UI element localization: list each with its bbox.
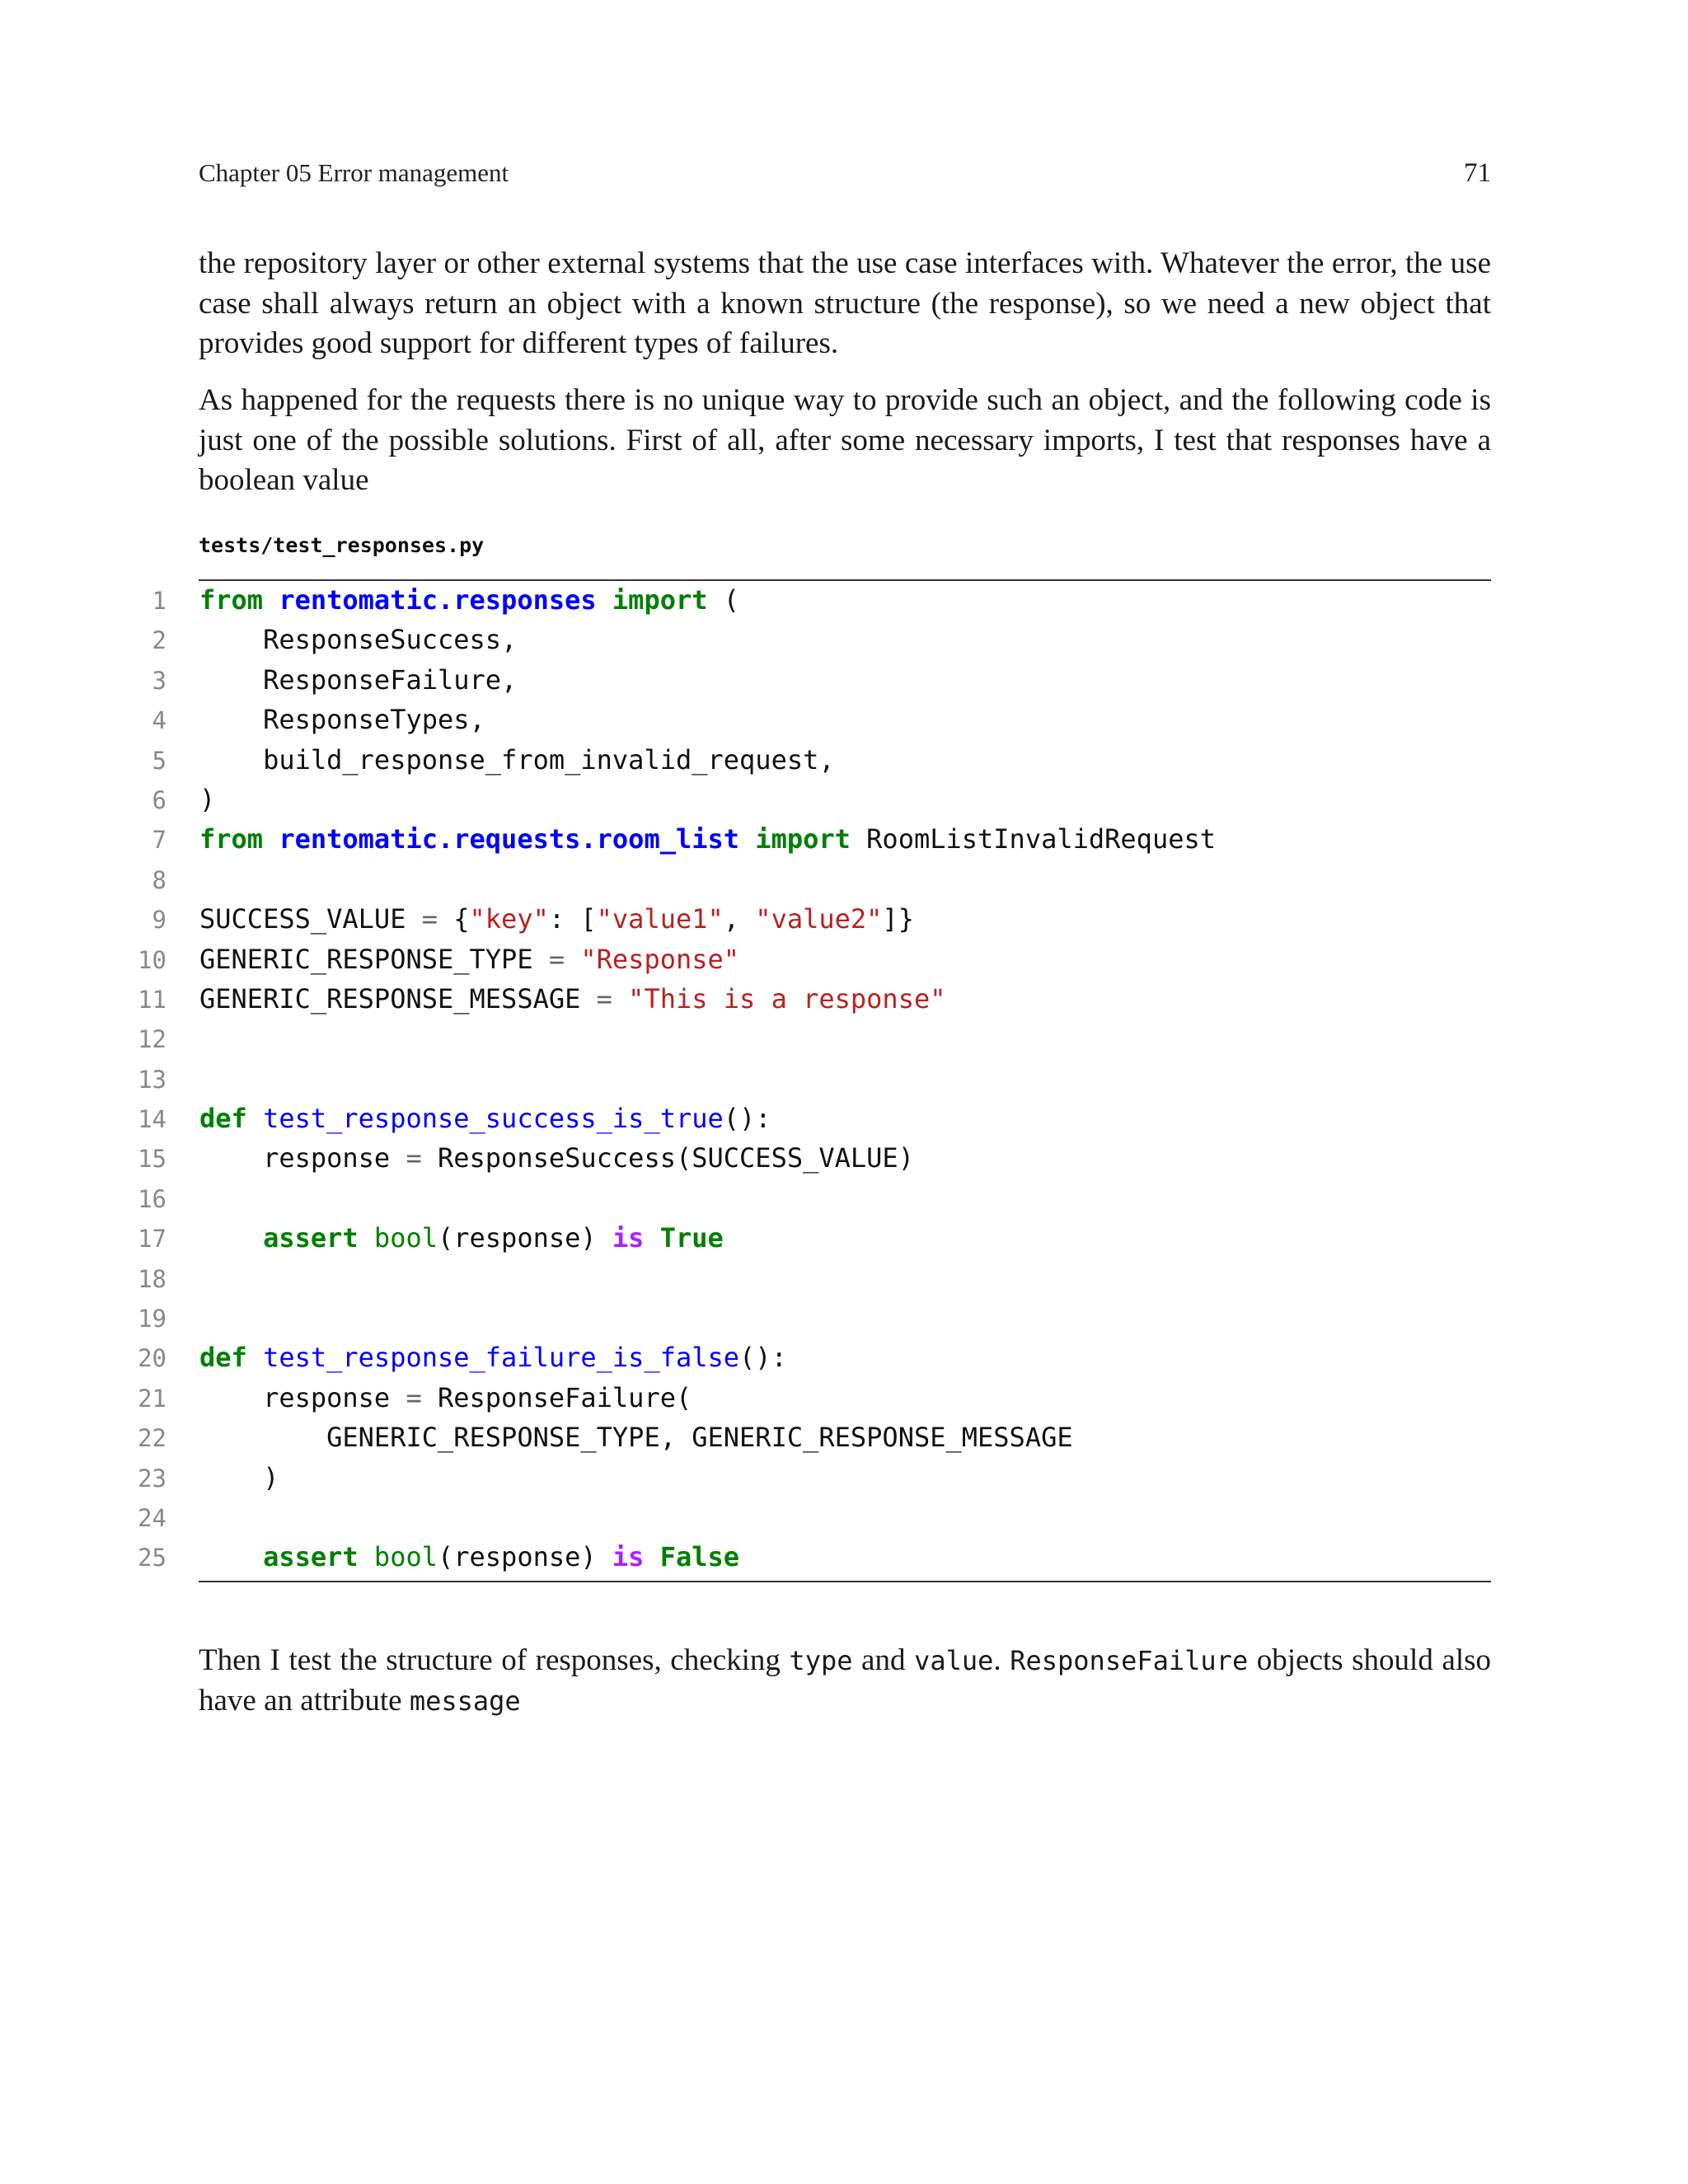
code-line	[124, 819, 1492, 859]
code-token: )	[199, 783, 216, 815]
code-token: RoomListInvalidRequest	[850, 823, 1216, 855]
line-number: 20	[138, 1344, 166, 1373]
line-code	[199, 620, 517, 659]
code-token: def	[199, 1342, 247, 1374]
line-number: 2	[152, 626, 166, 655]
line-number: 22	[138, 1424, 166, 1453]
line-code	[199, 1138, 914, 1178]
code-token: import	[612, 584, 708, 616]
paragraph-text: Then I test the structure of responses, checking	[199, 1643, 790, 1677]
code-token: ResponseTypes,	[199, 704, 485, 736]
code-token	[359, 1222, 374, 1254]
code-token: import	[755, 823, 851, 855]
code-line	[124, 979, 1492, 1019]
line-code	[199, 780, 215, 819]
line-number: 11	[138, 985, 166, 1014]
code-token: rentomatic.responses	[279, 584, 597, 616]
line-number: 16	[138, 1184, 166, 1213]
code-line	[124, 860, 1492, 899]
code-token	[263, 823, 279, 855]
paragraph-text: .	[993, 1643, 1010, 1677]
code-token	[199, 1541, 263, 1572]
code-token: =	[406, 1142, 422, 1174]
code-token: "This is a response"	[628, 982, 946, 1015]
code-line	[124, 1138, 1492, 1178]
inline-code-responsefailure: ResponseFailure	[1010, 1645, 1249, 1676]
body-paragraph-2: As happened for the requests there is no unique way to provide such an object, and the following code is just one of the possible solutions. First of all, after some necessary imports, I test that responses have a boolean value	[199, 383, 1491, 497]
code-token: ]}	[882, 903, 914, 935]
code-token: response	[199, 1381, 406, 1413]
code-token: (response)	[437, 1222, 612, 1254]
code-token	[612, 983, 628, 1015]
code-token: build_response_from_invalid_request,	[199, 743, 835, 776]
code-token: from	[199, 823, 264, 855]
chapter-title: Chapter 05 Error management	[199, 158, 509, 187]
code-token: )	[199, 1461, 279, 1493]
code-token: : [	[548, 903, 597, 935]
code-token: GENERIC_RESPONSE_TYPE	[199, 943, 549, 975]
code-token: "Response"	[580, 943, 740, 975]
code-token: is	[612, 1222, 645, 1254]
inline-code-message: message	[409, 1685, 521, 1717]
line-number: 17	[138, 1225, 166, 1254]
line-code	[199, 1338, 787, 1377]
line-number: 24	[138, 1503, 166, 1532]
code-line	[124, 1059, 1492, 1099]
code-token: =	[406, 1381, 422, 1413]
code-line	[124, 620, 1492, 659]
code-line	[124, 1418, 1492, 1457]
line-number: 21	[138, 1384, 166, 1413]
code-token: test_response_success_is_true	[263, 1103, 724, 1135]
code-token: "key"	[469, 903, 549, 935]
code-token: assert	[263, 1222, 359, 1254]
line-code	[199, 1458, 279, 1497]
inline-code-type: type	[789, 1645, 853, 1676]
line-number: 18	[138, 1264, 166, 1293]
line-number: 15	[138, 1145, 166, 1174]
code-token: ResponseSuccess,	[199, 624, 518, 656]
line-number: 13	[138, 1065, 166, 1094]
code-token: True	[659, 1222, 724, 1254]
code-line	[124, 1378, 1492, 1418]
code-token: ResponseFailure(	[421, 1381, 692, 1413]
line-number: 19	[138, 1305, 166, 1333]
line-number: 14	[138, 1105, 166, 1134]
code-line	[124, 1019, 1492, 1058]
code-token: {	[437, 903, 470, 935]
body-paragraph-3	[199, 1641, 1491, 1721]
code-token	[359, 1541, 374, 1572]
line-code	[199, 979, 945, 1019]
paragraph-text: and	[852, 1643, 915, 1677]
code-token: SUCCESS_VALUE	[199, 903, 422, 935]
line-code	[199, 580, 739, 620]
code-token: bool	[373, 1541, 438, 1573]
code-line	[124, 580, 1492, 620]
code-token: GENERIC_RESPONSE_TYPE, GENERIC_RESPONSE_MESSAGE	[199, 1422, 1073, 1454]
line-number: 4	[152, 706, 166, 735]
code-line	[124, 1458, 1492, 1497]
code-token	[644, 1222, 659, 1254]
code-block	[124, 580, 1492, 1577]
code-token: bool	[373, 1222, 438, 1254]
code-line	[124, 1258, 1492, 1298]
code-line	[124, 1338, 1492, 1377]
code-bottom-rule	[199, 1581, 1491, 1582]
code-line	[124, 1218, 1492, 1258]
code-line	[124, 740, 1492, 780]
code-token	[739, 823, 755, 855]
code-token: ():	[739, 1342, 787, 1374]
line-code	[199, 899, 914, 939]
code-token: =	[548, 943, 565, 975]
code-token: ResponseSuccess(SUCCESS_VALUE)	[421, 1142, 914, 1174]
code-token: ResponseFailure,	[199, 663, 518, 696]
code-token: GENERIC_RESPONSE_MESSAGE	[199, 982, 597, 1015]
code-token: response	[199, 1142, 406, 1174]
line-code	[199, 940, 739, 979]
code-token: from	[199, 584, 264, 616]
code-token	[565, 944, 580, 975]
code-token: "value1"	[596, 903, 724, 935]
code-line	[124, 940, 1492, 979]
line-code	[199, 1099, 771, 1138]
code-token: rentomatic.requests.room_list	[279, 823, 740, 855]
page-number: 71	[1464, 158, 1491, 188]
code-line	[124, 660, 1492, 700]
code-token	[199, 1222, 263, 1254]
line-code	[199, 1537, 739, 1577]
line-number: 7	[152, 826, 166, 855]
line-code	[199, 1218, 724, 1258]
line-number: 3	[152, 666, 166, 695]
code-line	[124, 1179, 1492, 1218]
code-token: is	[612, 1541, 645, 1573]
code-token: def	[199, 1103, 247, 1135]
code-line	[124, 1497, 1492, 1537]
inline-code-value: value	[914, 1645, 994, 1676]
code-token: (response)	[437, 1541, 612, 1573]
code-token	[247, 1342, 263, 1373]
code-token	[247, 1103, 263, 1134]
line-number: 8	[152, 865, 166, 894]
code-token: ,	[723, 903, 756, 935]
paragraph-text: objects should also have an attribute	[199, 1643, 1491, 1718]
code-token: assert	[263, 1541, 359, 1573]
line-number: 10	[138, 945, 166, 974]
line-number: 1	[152, 587, 166, 615]
code-line	[124, 899, 1492, 939]
code-token: False	[659, 1541, 740, 1573]
code-line	[124, 1298, 1492, 1338]
code-line	[124, 1537, 1492, 1577]
line-number: 5	[152, 746, 166, 775]
line-number: 6	[152, 785, 166, 814]
code-line	[124, 780, 1492, 819]
code-token: "value2"	[755, 903, 883, 935]
code-token	[644, 1541, 659, 1572]
code-token: ():	[723, 1103, 771, 1135]
line-number: 25	[138, 1544, 166, 1572]
code-filename: tests/test_responses.py	[199, 533, 485, 557]
code-token: =	[421, 903, 438, 935]
code-token: =	[596, 982, 612, 1015]
line-number: 9	[152, 906, 166, 935]
code-token	[263, 584, 279, 616]
line-code	[199, 1378, 692, 1418]
line-code	[199, 700, 485, 739]
code-token: test_response_failure_is_false	[263, 1342, 740, 1374]
code-line	[124, 1099, 1492, 1138]
page-header	[199, 155, 1491, 191]
line-code	[199, 819, 1216, 859]
code-line	[124, 700, 1492, 739]
line-number: 23	[138, 1464, 166, 1493]
code-token	[597, 584, 612, 616]
line-code	[199, 660, 517, 700]
code-token: (	[707, 584, 740, 616]
body-paragraph-1: the repository layer or other external systems that the use case interfaces with. Whatever the error, the use case shall always return an object with a known structure (the response), so we need a new object that provides good support for different types of failures.	[199, 246, 1491, 360]
line-number: 12	[138, 1025, 166, 1054]
line-code	[199, 740, 835, 780]
line-code	[199, 1418, 1073, 1457]
